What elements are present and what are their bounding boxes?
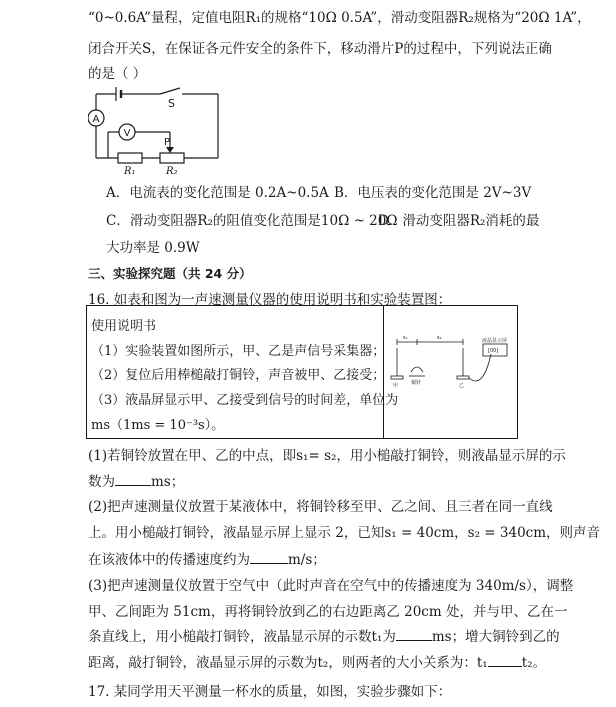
manual-item-1: （1）实验装置如图所示，甲、乙是声信号采集器；: [91, 344, 386, 359]
answer-blank-1[interactable]: [115, 473, 151, 486]
yi-label: 乙: [459, 383, 465, 389]
q16-part3-line-1: (3)把声速测量仪放置于空气中（此时声音在空气中的传播速度为 340m/s），调整: [88, 578, 574, 594]
manual-item-4: ms（1ms = 10⁻³s）。: [91, 418, 225, 433]
q16-part3-line-3: [88, 625, 560, 645]
q16-part1-text-b: ms；: [151, 474, 185, 490]
manual-title: 使用说明书: [91, 319, 157, 334]
answer-blank-4[interactable]: [488, 654, 522, 667]
manual-text-cell: [87, 306, 399, 438]
q16-part2-text-a: 在该液体中的传播速度约为: [88, 552, 250, 568]
option-d-continued: 大功率是 0.9W: [106, 240, 200, 256]
q15-text-line-2: 闭合开关S，在保证各元件安全的条件下，移动滑片P的过程中，下列说法正确: [88, 41, 552, 57]
q16-part3-line-2: 甲、乙间距为 51cm，再将铜铃放到乙的右边距离乙 20cm 处，并与甲、乙在一: [88, 604, 568, 620]
manual-table: [86, 305, 518, 439]
r1-label: R₁: [124, 166, 136, 176]
switch-label: S: [168, 97, 175, 110]
q17-stem: 17. 某同学用天平测量一杯水的质量，如图，实验步骤如下：: [88, 684, 452, 700]
manual-item-3: （3）液晶屏显示甲、乙接受到信号的时间差，单位为: [91, 393, 399, 408]
option-b: B．电压表的变化范围是 2V~3V: [334, 185, 532, 201]
option-d: D．滑动变阻器R₂消耗的最: [378, 213, 540, 229]
q16-stem: 16. 如表和图为一声速测量仪器的使用说明书和实验装置图：: [88, 292, 452, 308]
screen-title: 液晶显示屏: [482, 338, 508, 344]
section-heading: 三、实验探究题（共 24 分）: [88, 266, 252, 281]
answer-blank-3[interactable]: [396, 628, 432, 641]
r2-label: R₂: [166, 166, 178, 176]
q15-text-line-3: 的是（ ）: [88, 66, 147, 82]
circuit-diagram: [88, 84, 228, 176]
screen-value: [00]: [488, 348, 499, 354]
q16-part2-line-3: [88, 548, 326, 568]
manual-item-2: （2）复位后用棒槌敲打铜铃，声音被甲、乙接受；: [91, 368, 386, 383]
q16-part2-line-1: (2)把声速测量仪放置于某液体中，将铜铃移至甲、乙之间、且三者在同一直线: [88, 499, 553, 515]
q16-part1-line-1: (1)若铜铃放置在甲、乙的中点，即s₁= s₂，用小槌敲打铜铃，则液晶显示屏的示: [88, 448, 566, 464]
jia-label: 甲: [393, 383, 399, 389]
q16-part3-text-c: 距离，敲打铜铃，液晶显示屏的示数为t₂，则两者的大小关系为：t₁: [88, 655, 488, 671]
s2-label: s₂: [437, 335, 442, 341]
q16-part3-text-a: 条直线上，用小槌敲打铜铃，液晶显示屏的示数t₁为: [88, 629, 396, 645]
apparatus-diagram: [387, 332, 512, 398]
q16-part3-text-b: ms；增大铜铃到乙的: [431, 629, 560, 645]
s1-label: s₁: [403, 335, 408, 341]
voltmeter-label: V: [123, 128, 131, 139]
q16-part1-text-a: 数为: [88, 474, 115, 490]
q16-part1-line-2: [88, 470, 184, 490]
q16-part2-text-b: m/s；: [288, 552, 326, 568]
q16-part3-line-4: [88, 651, 546, 671]
bell-label: 铜铃: [411, 380, 422, 386]
q16-part2-line-2: 上。用小槌敲打铜铃，液晶显示屏上显示 2，已知s₁ = 40cm，s₂ = 340cm，则声音: [88, 525, 601, 541]
answer-blank-2[interactable]: [250, 551, 288, 564]
slider-label: P: [164, 137, 171, 148]
ammeter-label: A: [92, 114, 100, 125]
option-a: A．电流表的变化范围是 0.2A~0.5A: [106, 185, 329, 201]
q16-part3-text-d: t₂。: [521, 655, 547, 671]
q15-text-line-1: “0~0.6A”量程，定值电阻R₁的规格“10Ω 0.5A”，滑动变阻器R₂规格为“20Ω 1A”，: [88, 10, 591, 26]
option-c: C．滑动变阻器R₂的阻值变化范围是10Ω ~ 20Ω: [106, 213, 398, 229]
